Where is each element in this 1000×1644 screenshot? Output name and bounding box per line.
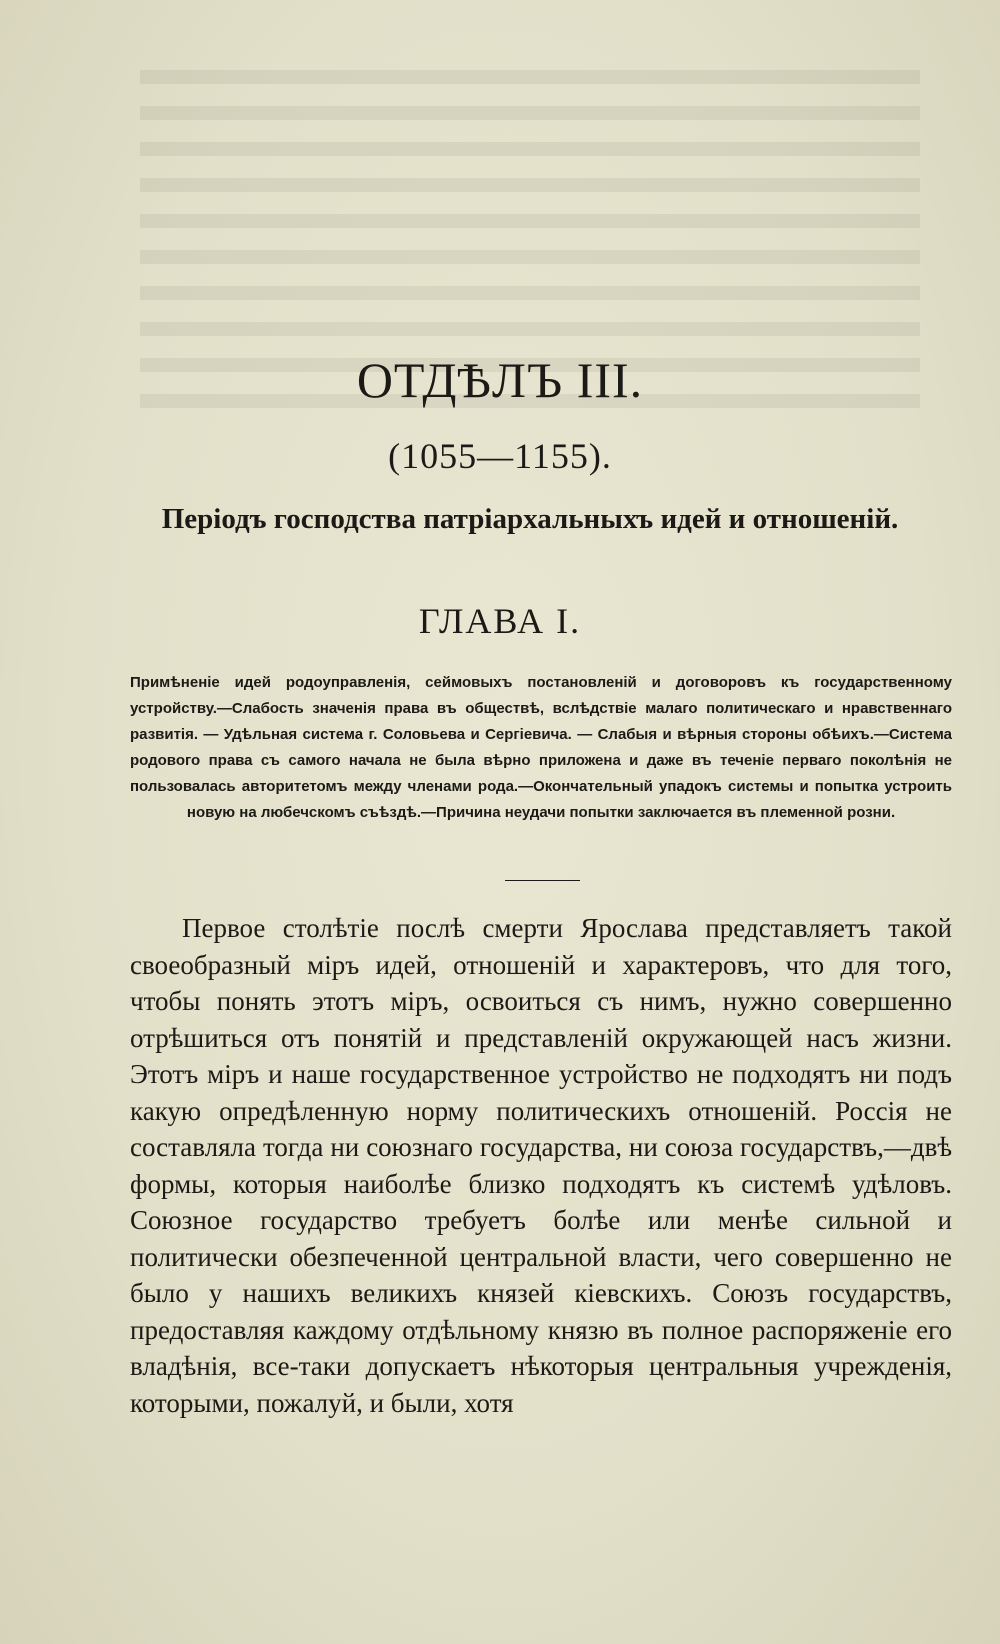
chapter-title: ГЛАВА I.	[418, 601, 582, 641]
section-years: (1055—1155).	[388, 436, 612, 476]
chapter-summary: Примѣненіе идей родоуправленія, сеймовыхъ постановленій и договоровъ къ государственному устройству.—Слабость значенія права въ обществѣ, вслѣдствіе малаго политическаго и нравственнаго развитія. — Удѣльная система г. Соловьева и Сергіевича. — Слабыя и вѣрныя стороны обѣихъ.—Система родового права съ самого начала не была вѣрно приложена и даже въ теченіе перваго поколѣнія не пользовалась авторитетомъ между членами рода.—Окончательный упадокъ системы и попытка устроить новую на любечскомъ съѣздѣ.—Причина неудачи попытки заключается въ племенной розни.	[130, 674, 952, 821]
body-paragraph-text: Первое столѣтіе послѣ смерти Ярослава представляетъ такой своеобразный міръ идей, отношеній и характеровъ, что для того, чтобы понять этотъ міръ, освоиться съ нимъ, нужно совершенно отрѣшиться отъ понятій и представленій окружающей насъ жизни. Этотъ міръ и наше государственное устройство не подходятъ ни подъ какую опредѣленную норму политическихъ отношеній. Россія не составляла тогда ни союзнаго государства, ни союза государствъ,—двѣ формы, которыя наиболѣе близко подходятъ къ системѣ удѣловъ. Союзное государство требуетъ болѣе или менѣе сильной и политически обезпеченной центральной власти, чего совершенно не было у нашихъ великихъ князей кіевскихъ. Союзъ государствъ, предоставляя каждому отдѣльному князю въ полное распоряженіе его владѣнія, все-таки допускаетъ нѣкоторыя центральныя учрежденія, которыми, пожалуй, и были, хотя	[130, 913, 952, 1418]
section-title: ОТДѢЛЪ III.	[356, 352, 644, 408]
divider-rule	[505, 880, 580, 881]
period-title: Періодъ господства патріархальныхъ идей и отношеній.	[161, 503, 899, 535]
body-paragraph	[130, 910, 952, 1421]
